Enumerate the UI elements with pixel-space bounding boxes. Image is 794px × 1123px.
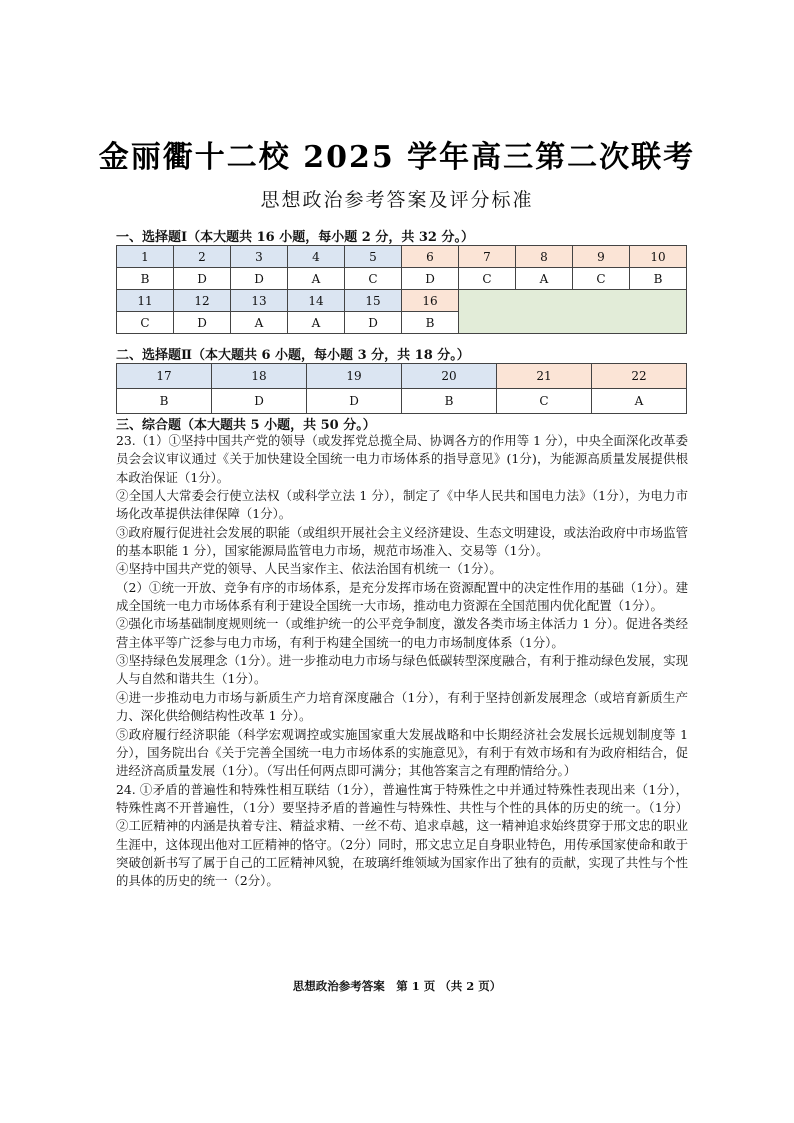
- section1-answer-row-1: [117, 268, 687, 290]
- answer-cell: C: [497, 389, 592, 414]
- question-number-cell: 12: [174, 290, 231, 312]
- answer-cell: D: [212, 389, 307, 414]
- answer-cell: B: [630, 268, 687, 290]
- answer-cell: A: [516, 268, 573, 290]
- answer-paragraph: ④坚持中国共产党的领导、人民当家作主、依法治国有机统一（1分）。: [116, 561, 502, 577]
- answer-paragraph: ⑤政府履行经济职能（科学宏观调控或实施国家重大发展战略和中长期经济社会发展长远规划制度等 1 分），国务院出台《关于完善全国统一电力市场体系的实施意见》，有利于有效市场和有为政府相结合，促进经济高质量发展（1分）。（写出任何两点即可满分；其他答案言之有理酌情给分。）: [116, 726, 688, 779]
- question-number-cell: 19: [307, 364, 402, 389]
- question-number-cell: 9: [573, 246, 630, 268]
- answer-paragraph: ④进一步推动电力市场与新质生产力培育深度融合（1分），有利于坚持创新发展理念（或培育新质生产力、深化供给侧结构性改革 1 分）。: [116, 689, 688, 724]
- answer-cell: D: [174, 312, 231, 334]
- answer-cell: A: [231, 312, 288, 334]
- section1-number-row-2: [117, 290, 687, 312]
- question-number-cell: 5: [345, 246, 402, 268]
- answer-cell: B: [402, 389, 497, 414]
- question-number-cell: 6: [402, 246, 459, 268]
- answer-cell: A: [592, 389, 687, 414]
- question-number-cell: 22: [592, 364, 687, 389]
- section2-answer-table: [116, 363, 687, 414]
- answer-paragraph: （2）①统一开放、竞争有序的市场体系，是充分发挥市场在资源配置中的决定性作用的基础（1分）。建成全国统一电力市场体系有利于建设全国统一大市场，推动电力资源在全国范围内优化配置（1分）。: [116, 579, 688, 614]
- blank-filler-cell: [459, 290, 687, 334]
- answer-cell: C: [459, 268, 516, 290]
- answer-cell: D: [174, 268, 231, 290]
- answer-cell: D: [402, 268, 459, 290]
- question-number-cell: 20: [402, 364, 497, 389]
- question-number-cell: 2: [174, 246, 231, 268]
- question-number-cell: 21: [497, 364, 592, 389]
- answer-cell: C: [117, 312, 174, 334]
- page-title: 金丽衢十二校 2025 学年高三第二次联考: [98, 140, 696, 175]
- question-number-cell: 1: [117, 246, 174, 268]
- question-number-cell: 7: [459, 246, 516, 268]
- comprehensive-answers: [116, 432, 688, 891]
- answer-cell: A: [288, 312, 345, 334]
- question-number-cell: 11: [117, 290, 174, 312]
- question-number-cell: 13: [231, 290, 288, 312]
- question-number-cell: 14: [288, 290, 345, 312]
- question-number-cell: 16: [402, 290, 459, 312]
- answer-cell: B: [402, 312, 459, 334]
- answer-cell: B: [117, 268, 174, 290]
- question-number-cell: 8: [516, 246, 573, 268]
- section2-number-row: [117, 364, 687, 389]
- question-number-cell: 17: [117, 364, 212, 389]
- section3-heading: 三、综合题（本大题共 5 小题，共 50 分。）: [116, 418, 376, 433]
- answer-cell: D: [307, 389, 402, 414]
- answer-cell: B: [117, 389, 212, 414]
- section1-answer-table: [116, 245, 687, 334]
- question-number-cell: 3: [231, 246, 288, 268]
- question-number-cell: 18: [212, 364, 307, 389]
- answer-paragraph: 23.（1）①坚持中国共产党的领导（或发挥党总揽全局、协调各方的作用等 1 分），中央全面深化改革委员会会议审议通过《关于加快建设全国统一电力市场体系的指导意见》(1分)，为能源高质量发展提供根本政治保证（1分）。: [116, 433, 688, 485]
- answer-paragraph: ②全国人大常委会行使立法权（或科学立法 1 分），制定了《中华人民共和国电力法》（1分），为电力市场化改革提供法律保障（1分）。: [116, 488, 688, 522]
- section2-answer-row: [117, 389, 687, 414]
- section2-heading: 二、选择题Ⅱ（本大题共 6 小题，每小题 3 分，共 18 分。）: [116, 348, 470, 363]
- answer-paragraph: 24. ①矛盾的普遍性和特殊性相互联结（1分），普遍性寓于特殊性之中并通过特殊性表现出来（1分），特殊性离不开普遍性，（1分）要坚持矛盾的普遍性与特殊性、共性与个性的具体的历史的统一。（1分）②工匠精神的内涵是执着专注、精益求精、一丝不苟、追求卓越，这一精神追求始终贯穿于邢文忠的职业生涯中，这体现出他对工匠精神的恪守。（2分）同时，邢文忠立足自身职业特色，用传承国家使命和敢于突破创新书写了属于自己的工匠精神风貌，在玻璃纤维领域为国家作出了独有的贡献，实现了共性与个性的具体的历史的统一（2分）。: [116, 781, 688, 889]
- answer-cell: D: [345, 312, 402, 334]
- answer-cell: C: [573, 268, 630, 290]
- question-number-cell: 10: [630, 246, 687, 268]
- answer-cell: A: [288, 268, 345, 290]
- answer-cell: C: [345, 268, 402, 290]
- answer-paragraph: ③政府履行促进社会发展的职能（或组织开展社会主义经济建设、生态文明建设，或法治政府中市场监管的基本职能 1 分），国家能源局监管电力市场，规范市场准入、交易等（1分）。: [116, 524, 688, 559]
- answer-paragraph: ③坚持绿色发展理念（1分）。进一步推动电力市场与绿色低碳转型深度融合，有利于推动绿色发展，实现人与自然和谐共生（1分）。: [116, 653, 688, 687]
- answer-cell: D: [231, 268, 288, 290]
- section1-heading: 一、选择题Ⅰ（本大题共 16 小题，每小题 2 分，共 32 分。）: [116, 230, 474, 245]
- page-subtitle: 思想政治参考答案及评分标准: [260, 189, 534, 211]
- page-footer: 思想政治参考答案 第 1 页 （共 2 页）: [292, 979, 502, 993]
- section1-number-row-1: [117, 246, 687, 268]
- answer-paragraph: ②强化市场基础制度规则统一（或维护统一的公平竞争制度，激发各类市场主体活力 1 分）。促进各类经营主体平等广泛参与电力市场，有利于构建全国统一的电力市场制度体系（1分）。: [116, 616, 688, 650]
- question-number-cell: 15: [345, 290, 402, 312]
- question-number-cell: 4: [288, 246, 345, 268]
